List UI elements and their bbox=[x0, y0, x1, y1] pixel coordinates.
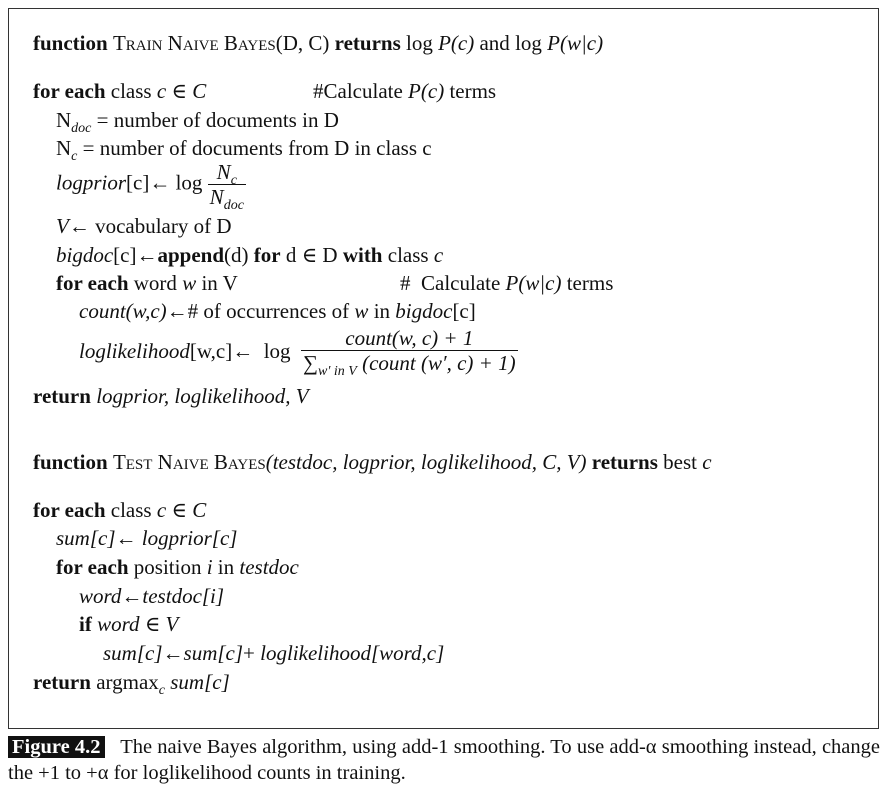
n-symbol: N bbox=[56, 108, 72, 132]
sum-init-line bbox=[56, 525, 237, 551]
keyword-for: for bbox=[253, 243, 281, 267]
p-c-expr: P(c) bbox=[438, 31, 475, 55]
var-sum: sum[c] bbox=[170, 670, 230, 694]
c-in-C: c ∈ C bbox=[156, 498, 207, 522]
var-count: count(w,c) bbox=[79, 299, 167, 323]
var-C: C bbox=[192, 79, 207, 103]
assign-arrow: ← bbox=[232, 339, 254, 363]
vocab-line bbox=[56, 213, 232, 239]
function-name: Test Naive Bayes bbox=[112, 450, 266, 474]
ndoc-line bbox=[56, 107, 339, 136]
assign-arrow: ← bbox=[149, 170, 171, 195]
n-symbol: N bbox=[56, 136, 72, 160]
nc-text: = number of documents from D in class c bbox=[82, 136, 432, 160]
figure-caption bbox=[8, 734, 880, 786]
if-line bbox=[79, 611, 178, 637]
function-args: (D, C) bbox=[275, 31, 330, 55]
return-values: logprior, loglikelihood, V bbox=[96, 384, 309, 408]
var-w: w bbox=[354, 299, 369, 323]
keyword-if: if bbox=[79, 612, 92, 636]
index-c: [c] bbox=[126, 170, 150, 195]
var-logprior: logprior[c] bbox=[141, 526, 238, 550]
keyword-for-each: for each bbox=[56, 555, 129, 579]
caption-text: The naive Bayes algorithm, using add-1 smoothing. To use add-α smoothing instead, change the +1 to +α for loglikelihood counts in training. bbox=[8, 736, 880, 784]
comment-expr: P(c) bbox=[408, 79, 445, 103]
log-text-2: log bbox=[515, 31, 542, 55]
keyword-with: with bbox=[342, 243, 383, 267]
return-line-2 bbox=[33, 669, 230, 698]
in-text: in bbox=[373, 299, 391, 323]
var-c: c bbox=[156, 79, 167, 103]
count-line bbox=[79, 298, 476, 324]
return-line-1 bbox=[33, 383, 309, 409]
function-name: Train Naive Bayes bbox=[112, 31, 276, 55]
function-args: (testdoc, logprior, loglikelihood, C, V) bbox=[265, 450, 587, 474]
and-text: and bbox=[479, 31, 510, 55]
keyword-function: function bbox=[33, 450, 108, 474]
comment-pc bbox=[313, 78, 496, 104]
var-sum-2: sum[c] bbox=[183, 641, 244, 665]
comment-text-2: terms bbox=[449, 79, 497, 103]
loglik-fraction bbox=[301, 326, 518, 379]
ndoc-text: = number of documents in D bbox=[96, 108, 339, 132]
word-in-V: word ∈ V bbox=[97, 612, 179, 636]
sum-symbol: ∑ bbox=[303, 351, 319, 375]
var-logprior: logprior bbox=[56, 170, 127, 195]
var-V: V bbox=[56, 214, 69, 238]
class-text: class bbox=[110, 498, 152, 522]
keyword-return: return bbox=[33, 670, 91, 694]
log-text: log bbox=[175, 170, 203, 195]
in-V-text: in V bbox=[201, 271, 238, 295]
var-word: word bbox=[79, 584, 122, 608]
for-each-class-line-2 bbox=[33, 497, 206, 523]
class-text: class bbox=[387, 243, 429, 267]
n-sub: c bbox=[71, 149, 78, 164]
nc-line bbox=[56, 135, 432, 164]
var-bigdoc: bigdoc bbox=[56, 243, 114, 267]
log-text: log bbox=[263, 339, 291, 363]
in-text: in bbox=[217, 555, 235, 579]
keyword-return: return bbox=[33, 384, 91, 408]
sum-update-line bbox=[103, 640, 444, 666]
comment-expr: P(w|c) bbox=[505, 271, 562, 295]
keyword-for-each: for each bbox=[33, 498, 106, 522]
var-i: i bbox=[206, 555, 213, 579]
frac-num: N bbox=[216, 160, 231, 184]
keyword-for-each: for each bbox=[33, 79, 106, 103]
comment-text: Calculate bbox=[323, 79, 403, 103]
class-text: class bbox=[110, 79, 152, 103]
word-text: word bbox=[133, 271, 177, 295]
frac-den: N bbox=[209, 185, 224, 209]
argmax-sub: c bbox=[158, 683, 165, 698]
test-header bbox=[33, 449, 712, 475]
occurrences-text: # of occurrences of bbox=[187, 299, 350, 323]
n-sub: doc bbox=[71, 121, 92, 136]
keyword-append: append bbox=[157, 243, 225, 267]
log-text: log bbox=[406, 31, 433, 55]
var-loglikelihood: loglikelihood bbox=[79, 339, 190, 363]
bigdoc-line bbox=[56, 242, 443, 268]
position-text: position bbox=[133, 555, 202, 579]
comment-hash: # bbox=[313, 79, 324, 103]
var-testdoc-i: testdoc[i] bbox=[142, 584, 225, 608]
p-wc-expr: P(w|c) bbox=[547, 31, 604, 55]
assign-arrow: ← bbox=[162, 641, 184, 665]
var-sum: sum[c] bbox=[56, 526, 116, 550]
argmax-text: argmax bbox=[96, 670, 159, 694]
comment-hash: # bbox=[400, 271, 411, 295]
append-arg: (d) bbox=[224, 243, 249, 267]
frac-den: (count (w′, c) + 1) bbox=[362, 351, 516, 375]
keyword-returns: returns bbox=[591, 450, 658, 474]
plus-sign: + bbox=[243, 641, 255, 665]
logprior-fraction bbox=[208, 160, 246, 213]
var-w: w bbox=[182, 271, 197, 295]
d-in-D: d ∈ D bbox=[285, 243, 338, 267]
keyword-returns: returns bbox=[334, 31, 401, 55]
frac-den-sub: doc bbox=[223, 198, 244, 213]
comment-pwc bbox=[400, 270, 613, 296]
figure-label: Figure 4.2 bbox=[8, 736, 105, 758]
vocab-text: ← vocabulary of D bbox=[68, 214, 232, 238]
index-c: [c] bbox=[113, 243, 137, 267]
element-of: ∈ bbox=[171, 79, 187, 103]
assign-arrow: ← bbox=[166, 299, 188, 323]
assign-arrow: ← bbox=[115, 526, 137, 550]
for-each-class-line bbox=[33, 78, 206, 104]
keyword-function: function bbox=[33, 31, 108, 55]
sum-sub: w′ in V bbox=[318, 364, 357, 379]
train-header bbox=[33, 30, 603, 56]
var-c: c bbox=[702, 450, 712, 474]
word-assign-line bbox=[79, 583, 224, 609]
assign-arrow: ← bbox=[136, 243, 158, 267]
frac-num: count(w, c) + 1 bbox=[345, 326, 474, 350]
for-each-word-line bbox=[56, 270, 238, 296]
var-bigdoc: bigdoc bbox=[395, 299, 453, 323]
index-wc: [w,c] bbox=[189, 339, 233, 363]
comment-text-2: terms bbox=[566, 271, 614, 295]
best-text: best bbox=[663, 450, 697, 474]
loglikelihood-line bbox=[79, 326, 518, 379]
index-c: [c] bbox=[452, 299, 476, 323]
assign-arrow: ← bbox=[121, 584, 143, 608]
var-testdoc: testdoc bbox=[239, 555, 299, 579]
keyword-for-each: for each bbox=[56, 271, 129, 295]
logprior-line bbox=[56, 160, 246, 213]
var-c: c bbox=[433, 243, 444, 267]
var-sum: sum[c] bbox=[103, 641, 163, 665]
for-each-position-line bbox=[56, 554, 299, 580]
var-loglikelihood: loglikelihood[word,c] bbox=[260, 641, 445, 665]
frac-num-sub: c bbox=[230, 173, 237, 188]
comment-text: Calculate bbox=[421, 271, 501, 295]
